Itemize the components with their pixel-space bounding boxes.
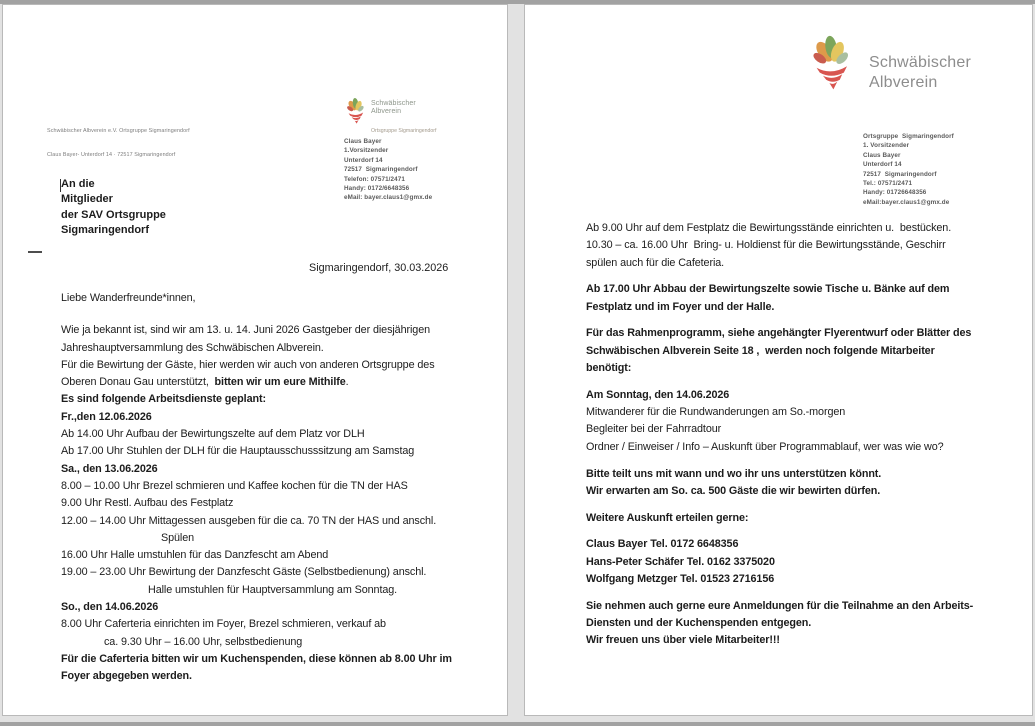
text-line: Ordner / Einweiser / Info – Auskunft über Programmablauf, wer was wie wo? [586,440,944,453]
text-line: 12.00 – 14.00 Uhr Mittagessen ausgeben für die ca. 70 TN der HAS und anschl. [61,514,437,527]
text-line: Ortsgruppe Sigmaringendorf [863,133,954,140]
text-line: 1. Vorsitzender [863,142,910,150]
text-line: Ab 17.00 Uhr Stuhlen der DLH für die Hauptausschusssitzung am Samstag [61,445,415,458]
blank-line [586,500,1026,510]
logo-small-subtitle: Ortsgruppe Sigmaringendorf [371,128,437,134]
text-line: Hans-Peter Schäfer Tel. 0162 3375020 [586,555,775,568]
albverein-logo-large [807,33,971,93]
text-line: Ab 14.00 Uhr Aufbau der Bewirtungszelte auf dem Platz vor DLH [61,428,365,441]
text-line: Ab 17.00 Uhr Abbau der Bewirtungszelte sowie Tische u. Bänke auf dem [586,283,950,296]
text-line: So., den 14.06.2026 [61,601,159,614]
text-line: spülen auch für die Cafeteria. [586,256,725,269]
text-line: Am Sonntag, den 14.06.2026 [586,388,730,401]
sender-address [47,111,190,175]
text-line: Foyer abgegeben werden. [61,670,192,683]
text-line: Schwäbischen Albverein Seite 18 , werden noch folgende Mitarbeiter [586,344,935,357]
letter-body-page-1 [61,290,501,686]
text-line: Weitere Auskunft erteilen gerne: [586,511,749,524]
screen-edge-bottom [0,722,1035,726]
text-line: Claus Bayer [344,138,382,145]
text-line: 72517 Sigmaringendorf [863,170,937,178]
text-line: Halle umstuhlen für Hauptversammlung am Sonntag. [148,583,398,596]
text-line: Diensten und der Kuchenspenden entgegen. [586,617,812,630]
blank-line [586,272,1026,282]
text-line: eMail:bayer.claus1@gmx.de [863,198,950,206]
text-line: Für die Caferteria bitten wir um Kuchenspenden, diese können ab 8.00 Uhr im [61,652,452,665]
text-line: Es sind folgende Arbeitsdienste geplant: [61,393,266,406]
letter-body-page-2 [586,220,1026,650]
text-line: Unterdorf 14 [344,156,383,164]
blank-line [61,307,501,322]
text-line: 72517 Sigmaringendorf [344,166,418,174]
text-line: 1.Vorsitzender [344,147,389,155]
page-1 [2,4,508,716]
text-line: Für die Bewirtung der Gäste, hier werden wir auch von anderen Ortsgruppe des [61,358,435,371]
text-line: 9.00 Uhr Restl. Aufbau des Festplatz [61,497,234,510]
blank-line [586,456,1026,466]
albverein-logo-small [344,97,416,125]
text-line: Handy: 0172/6648356 [344,185,410,193]
text-line: Oberen Donau Gau unterstützt, bitten wir um eure Mithilfe. [61,376,349,389]
text-line: 8.00 – 10.00 Uhr Brezel schmieren und Kaffee kochen für die TN der HAS [61,479,408,492]
text-line: Sa., den 13.06.2026 [61,462,158,475]
albverein-leaf-icon [344,97,367,125]
text-line: Wir freuen uns über viele Mitarbeiter!!! [586,634,780,647]
sender-line-2: Claus Bayer- Unterdorf 14 · 72517 Sigmaringendorf [47,152,176,158]
text-line: Liebe Wanderfreunde*innen, [61,292,196,304]
dateline: Sigmaringendorf, 30.03.2026 [309,262,449,274]
page-2 [524,4,1033,716]
text-line: Sie nehmen auch gerne eure Anmeldungen für die Teilnahme an den Arbeits- [586,599,974,612]
text-line: Fr.,den 12.06.2026 [61,410,152,423]
blank-line [586,527,1026,537]
text-line: 8.00 Uhr Caferteria einrichten im Foyer, Brezel schmieren, verkauf ab [61,618,386,631]
blank-line [586,588,1026,598]
text-line: Jahreshauptversammlung des Schwäbischen Albverein. [61,341,324,354]
recipient-address [61,177,166,238]
contact-block-right [863,132,954,207]
text-line: Begleiter bei der Fahrradtour [586,423,722,436]
text-line: Mitglieder [61,193,113,206]
text-line: Unterdorf 14 [863,161,902,169]
text-line: Tel.: 07571/2471 [863,180,913,188]
text-line: Für das Rahmenprogramm, siehe angehängter Flyerentwurf oder Blätter des [586,327,972,340]
text-line: Claus Bayer [863,151,901,159]
text-line: eMail: bayer.claus1@gmx.de [344,194,433,202]
text-line: ca. 9.30 Uhr – 16.00 Uhr, selbstbedienung [104,635,303,648]
text-line: Wir erwarten am So. ca. 500 Gäste die wir bewirten dürfen. [586,484,881,497]
text-line: 10.30 – ca. 16.00 Uhr Bring- u. Holdienst für die Bewirtungsstände, Geschirr [586,239,946,252]
text-line: Sigmaringendorf [61,223,150,236]
contact-block-left [344,137,432,203]
blank-line [586,316,1026,326]
sender-line-1: Schwäbischer Albverein e.V. Ortsgruppe Sigmaringendorf [47,128,190,134]
albverein-logo-small-text: Schwäbischer Albverein [371,100,416,115]
text-line: Handy: 01726648356 [863,189,927,197]
text-line: Claus Bayer Tel. 0172 6648356 [586,538,739,551]
text-line: Spülen [161,531,195,544]
text-line: 19.00 – 23.00 Uhr Bewirtung der Danzfescht Gäste (Selbstbedienung) anschl. [61,566,427,579]
text-line: Ab 9.00 Uhr auf dem Festplatz die Bewirtungsstände einrichten u. bestücken. [586,222,952,234]
blank-line [586,377,1026,387]
text-line: An die [61,178,95,190]
text-line: Festplatz und im Foyer und der Halle. [586,300,775,313]
text-line: 16.00 Uhr Halle umstuhlen für das Danzfescht am Abend [61,549,329,562]
text-line: Telefon: 07571/2471 [344,175,405,183]
text-line: der SAV Ortsgruppe [61,208,166,221]
albverein-leaf-icon [807,33,855,93]
text-line: Wolfgang Metzger Tel. 01523 2716156 [586,573,775,586]
text-line: Mitwanderer für die Rundwanderungen am So.-morgen [586,406,846,419]
text-line: benötigt: [586,362,632,375]
text-line: Bitte teilt uns mit wann und wo ihr uns unterstützen könnt. [586,467,882,480]
albverein-logo-large-text: Schwäbischer Albverein [869,54,972,91]
fold-mark [28,251,42,253]
text-line: Wie ja bekannt ist, sind wir am 13. u. 14. Juni 2026 Gastgeber der diesjährigen [61,324,431,337]
